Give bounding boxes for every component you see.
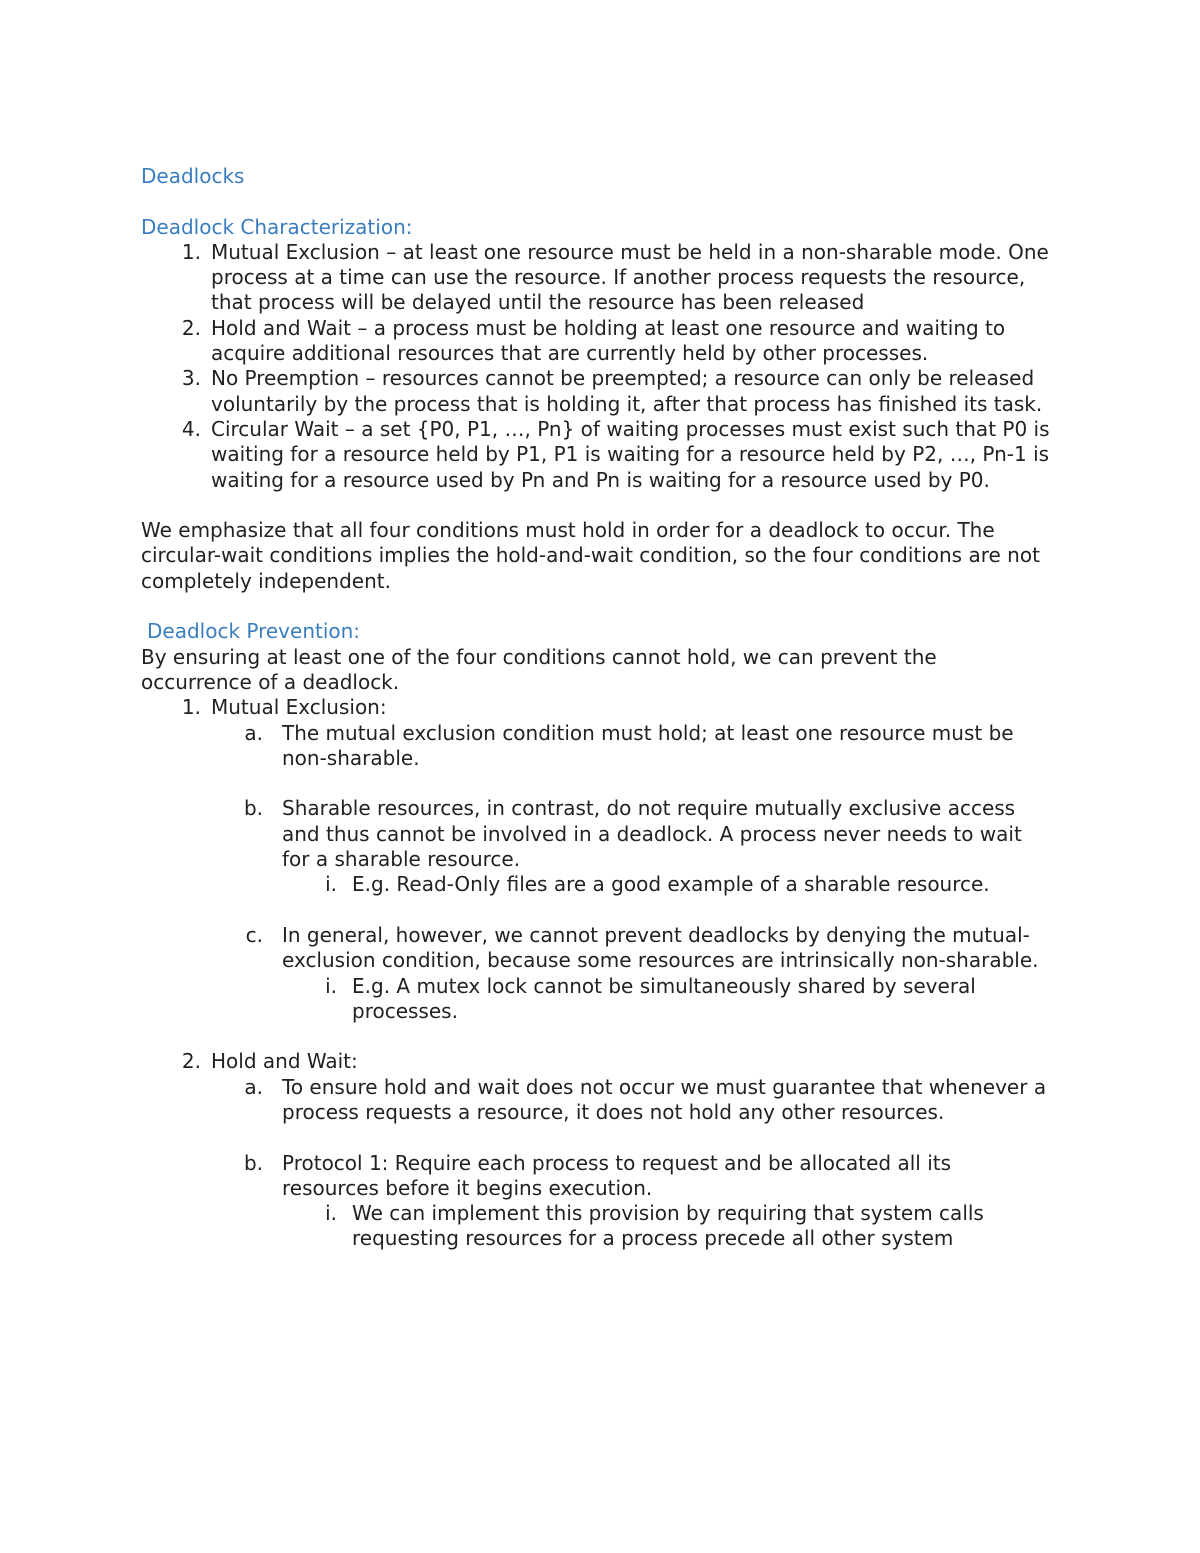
list-item <box>141 366 1051 417</box>
sub-sub-list-item <box>141 1201 1051 1252</box>
list-item-text: Hold and Wait: <box>211 1049 358 1074</box>
list-number: 4. <box>181 416 201 441</box>
list-item-text: Mutual Exclusion – at least one resource must be held in a non-sharable mode. One process at a time can use the resource. If another process requests the resource, that process will be delayed until the resource has been released <box>211 239 1049 315</box>
sub-list-item <box>141 796 1051 872</box>
list-item-text: The mutual exclusion condition must hold; at least one resource must be non-sharable. <box>282 720 1014 770</box>
list-number: 1. <box>181 695 201 720</box>
list-item <box>141 417 1051 493</box>
list-item-text: E.g. Read-Only files are a good example of a sharable resource. <box>352 872 990 897</box>
list-item-hold-and-wait <box>141 1049 1051 1074</box>
document-body <box>141 164 1051 1252</box>
list-letter: b. <box>243 796 263 821</box>
list-item-text: Protocol 1: Require each process to request and be allocated all its resources before it begins execution. <box>282 1150 952 1200</box>
list-letter: c. <box>245 922 263 947</box>
list-item-text: Sharable resources, in contrast, do not require mutually exclusive access and thus cannot be involved in a deadlock. A process never needs to wait for a sharable resource. <box>282 796 1022 872</box>
list-item-text: No Preemption – resources cannot be preempted; a resource can only be released voluntarily by the process that is holding it, after that process has finished its task. <box>211 366 1043 416</box>
list-letter: a. <box>244 720 263 745</box>
list-roman: i. <box>325 872 337 897</box>
list-number: 3. <box>181 366 201 391</box>
list-roman: i. <box>325 973 337 998</box>
sub-sub-list-item <box>141 872 1051 897</box>
sub-list-item <box>141 1075 1051 1126</box>
list-item <box>141 316 1051 367</box>
list-item-text: In general, however, we cannot prevent deadlocks by denying the mutual-exclusion condition, because some resources are intrinsically non-sharable. <box>282 922 1039 973</box>
sub-sub-list-item <box>141 974 1051 1025</box>
list-item-text: Mutual Exclusion: <box>211 695 387 720</box>
list-item <box>141 240 1051 316</box>
list-item-text: E.g. A mutex lock cannot be simultaneously shared by several processes. <box>352 973 976 1023</box>
sub-list-item <box>141 721 1051 772</box>
list-number: 2. <box>181 315 201 340</box>
emphasis-paragraph: We emphasize that all four conditions must hold in order for a deadlock to occur. The circular-wait conditions implies the hold-and-wait condition, so the four conditions are not completely independent. <box>141 518 1040 593</box>
section-heading-prevention: Deadlock Prevention: <box>147 619 361 644</box>
list-item-mutual-exclusion <box>141 695 1051 720</box>
list-letter: a. <box>244 1074 263 1099</box>
sub-list-item <box>141 1151 1051 1202</box>
sub-list-item <box>141 923 1051 974</box>
list-item-text: Circular Wait – a set {P0, P1, …, Pn} of waiting processes must exist such that P0 is waiting for a resource held by P1, P1 is waiting for a resource held by P2, …, Pn-1 is waiting for a resource used by Pn and Pn is waiting for a resource used by P0. <box>211 416 1050 492</box>
list-letter: b. <box>243 1150 263 1175</box>
list-item-text: Hold and Wait – a process must be holding at least one resource and waiting to acquire additional resources that are currently held by other processes. <box>211 315 1006 366</box>
section-heading-characterization: Deadlock Characterization: <box>141 214 413 239</box>
list-number: 1. <box>181 239 201 264</box>
list-number: 2. <box>181 1049 201 1074</box>
document-title: Deadlocks <box>141 164 245 188</box>
prevention-intro: By ensuring at least one of the four conditions cannot hold, we can prevent the occurrence of a deadlock. <box>141 644 937 694</box>
list-item-text: We can implement this provision by requiring that system calls requesting resources for a process precede all other system <box>352 1201 984 1251</box>
list-roman: i. <box>325 1201 337 1226</box>
list-item-text: To ensure hold and wait does not occur we must guarantee that whenever a process requests a resource, it does not hold any other resources. <box>282 1074 1047 1124</box>
